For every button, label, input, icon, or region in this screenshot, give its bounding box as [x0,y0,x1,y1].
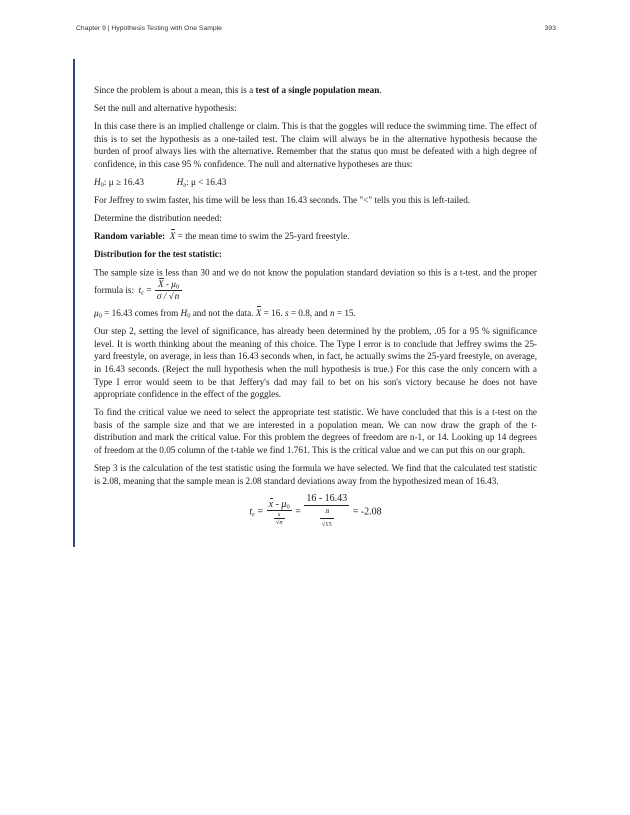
left-rule-bar [73,59,75,547]
test-statistic-paragraph: Step 3 is the calculation of the test statistic using the formula we have selected. We find that the calculated test statistic is 2.08, meaning that the sample mean is 2.08 standard deviations away from the hypothesized mean of 16.43. [94,462,537,486]
test-type-bold: test of a single population mean [255,85,380,95]
random-variable-label: Random variable: [94,230,166,241]
significance-paragraph: Our step 2, setting the level of significance, has already been determined by the problem, .05 for a 95 % significance level. It is worth thinking about the meaning of this choice. The Type I error is to conclude that Jeffrey swims the 25-yard freestyle, on average, in less than 16.43 seconds when, in fact, he actually swims the 25-yard freestyle, on average, in 16.43 seconds. (Reject the null hypothesis when the null hypothesis is true.) For this case the only concern with a Type I error would seem to be that Jeffery's dad may fail to bet on his son's victory because he does not have appropriate confidence in the effect of the goggles. [94,326,537,400]
running-head [76,25,556,32]
t-test-paragraph: The sample size is less than 30 and we do not know the population standard deviation so this is a t-test. and the proper formula is: $t_c$ = $\frac{X - \mu_0}{\sigma / √n}$ [94,267,537,301]
sqrt-symbol: √n [168,290,180,301]
distribution-needed-line: Determine the distribution needed: [94,212,222,223]
null-hypothesis-symbol: H [94,176,101,187]
alt-hypothesis: : μ < 16.43 [186,176,227,187]
calc-fraction-symbolic: $\frac{x - \mu_0}{\frac{s}{√n}}$ [268,498,290,526]
null-hypothesis: : μ ≥ 16.43 [103,176,144,187]
hypotheses-line: $H_0$: μ ≥ 16.43 $H_a$: μ < 16.43 [94,176,227,189]
claim-paragraph: In this case there is an implied challenge or claim. This is that the goggles will reduce the swimming time. The effect of this is to set the hypothesis as a one-tailed test. The claim will always be in the alternative hypothesis because the burden of proof always lies with the alternative. Remember that the status quo must be defeated with a high degree of confidence, in this case 95 % confidence. The null and alternative hypotheses are thus: [94,120,537,169]
page-number: 393 [544,25,556,32]
x-bar-symbol: X [169,230,176,241]
intro-paragraph: Since the problem is about a mean, this is a test of a single population mean. [94,85,382,95]
page-content [94,84,537,531]
distribution-heading: Distribution for the test statistic: [94,248,222,259]
chapter-title: Chapter 9 | Hypothesis Testing with One Sample [76,25,222,32]
left-tailed-paragraph: For Jeffrey to swim faster, his time will be less than 16.43 seconds. The "<" tells you this is left-tailed. [94,194,471,205]
critical-value-paragraph: To find the critical value we need to select the appropriate test statistic. We have concluded that this is a t-test on the basis of the sample size and that we are interested in a population mean. We can now draw the graph of the t-distribution and mark the critical value. For this problem the degrees of freedom are n-1, or 14. Looking up 14 degrees of freedom at the 0.05 column of the t-table we find 1.761. This is the critical value and we can put this on our graph. [94,407,537,455]
set-hypothesis-line: Set the null and alternative hypothesis: [94,102,237,113]
final-calculation: $t_c$ = $\frac{x - \mu_0}{\frac{s}{√n}}$ = $\frac{16 - 16.43}{\frac{.8}{√15}}$ = -2.08 [94,493,537,531]
test-statistic-formula: $t_c$ = [138,285,154,297]
random-variable-line: Random variable: X = the mean time to swim the 25-yard freestyle. [94,230,350,241]
calc-result: -2.08 [360,506,382,518]
calc-fraction-numeric: $\frac{16 - 16.43}{\frac{.8}{√15}}$ [306,493,348,529]
formula-fraction: $\frac{X - \mu_0}{\sigma / √n}$ [155,279,182,302]
alt-hypothesis-symbol: H [176,176,184,187]
given-values-line: $\mu_0 = 16.43$ comes from $H_0$ and not the data. X = 16. s = 0.8, and n = 15. [94,308,356,320]
